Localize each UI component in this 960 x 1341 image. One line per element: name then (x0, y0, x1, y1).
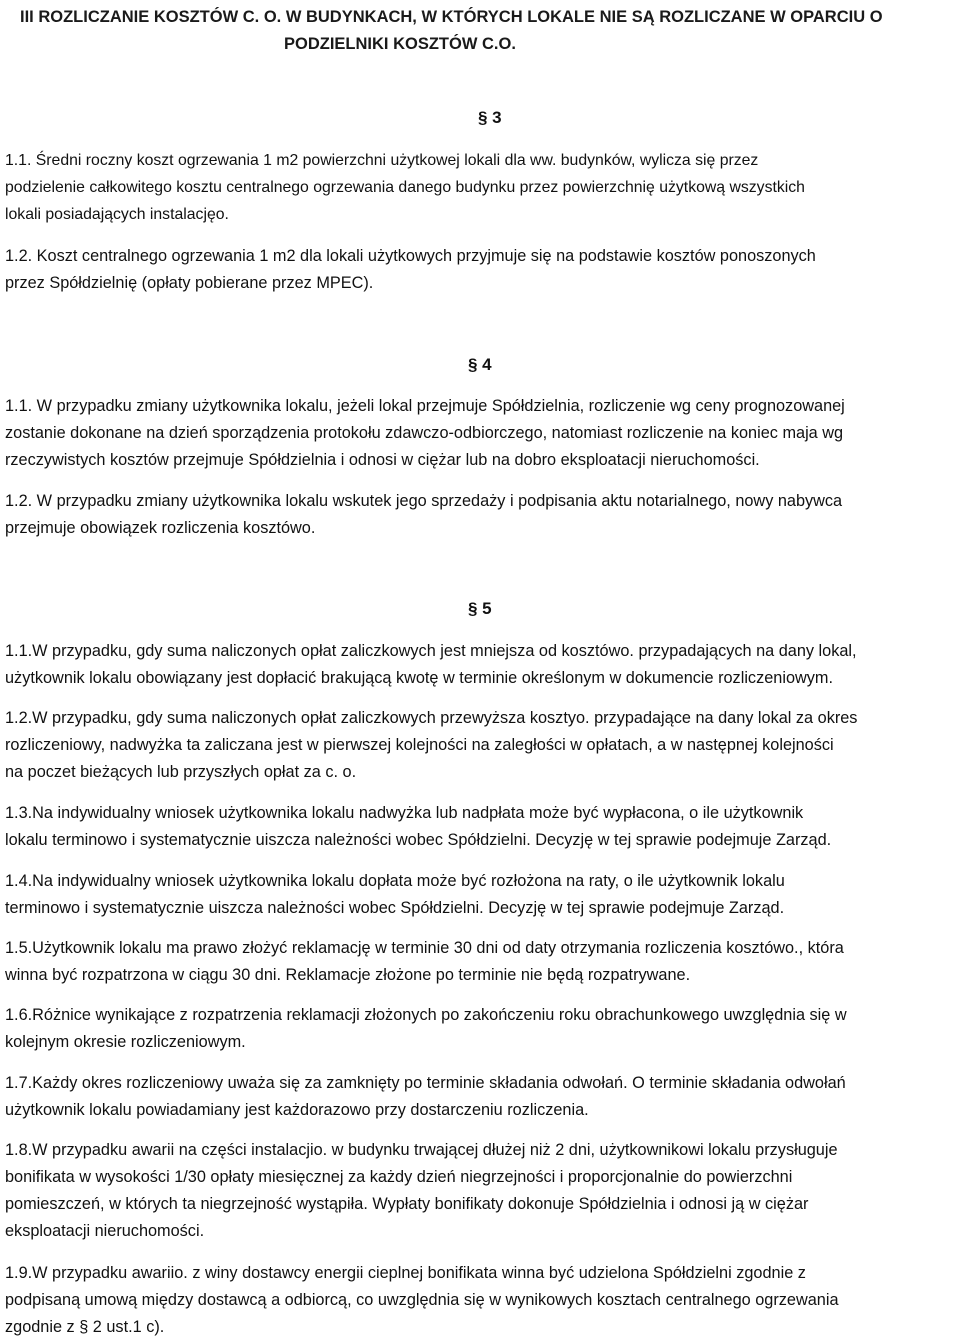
paragraph-5-4 (5, 868, 953, 922)
paragraph-5-5 (5, 935, 953, 989)
paragraph-5-8 (5, 1137, 953, 1245)
paragraph-line: 1.1. W przypadku zmiany użytkownika lokalu, jeżeli lokal przejmuje Spółdzielnia, rozliczenie wg ceny prognozowanej (5, 397, 845, 415)
paragraph-line: 1.8.W przypadku awarii na części instalacjio. w budynku trwającej dłużej niż 2 dni, użytkownikowi lokalu przysługuje (5, 1141, 838, 1159)
paragraph-line: przez Spółdzielnię (opłaty pobierane przez MPEC). (5, 274, 374, 292)
paragraph-line: podpisaną umową między dostawcą a odbiorcą, co uwzględnia się w wynikowych kosztach centralnego ogrzewania (5, 1291, 839, 1309)
paragraph-line: przejmuje obowiązek rozliczenia kosztówo. (5, 519, 316, 537)
paragraph-5-9 (5, 1260, 953, 1341)
paragraph-5-6 (5, 1002, 953, 1056)
paragraph-5-2 (5, 705, 953, 786)
paragraph-line: lokali posiadających instalacjęo. (5, 206, 229, 223)
paragraph-line: terminowo i systematycznie uiszcza należności wobec Spółdzielni. Decyzję w tej sprawie podejmuje Zarząd. (5, 899, 785, 917)
paragraph-line: bonifikata w wysokości 1/30 opłaty miesięcznej za każdy dzień niegrzejności i proporcjonalnie do powierzchni (5, 1168, 793, 1186)
section-4-label: § 4 (468, 355, 492, 374)
paragraph-line: rzeczywistych kosztów przejmuje Spółdzielnia i odnosi w ciężar lub na dobro eksploatacji nieruchomości. (5, 451, 760, 469)
paragraph-line: 1.1.W przypadku, gdy suma naliczonych opłat zaliczkowych jest mniejsza od kosztówo. przypadających na dany lokal, (5, 642, 857, 660)
paragraph-line: rozliczeniowy, nadwyżka ta zaliczana jest w pierwszej kolejności na zaległości w opłatach, a w następnej kolejności (5, 736, 834, 754)
paragraph-3-1 (5, 147, 953, 228)
paragraph-line: podzielenie całkowitego kosztu centralnego ogrzewania danego budynku przez powierzchnię użytkową wszystkich (5, 179, 805, 196)
section-3-label: § 3 (478, 108, 502, 127)
paragraph-4-1 (5, 393, 953, 474)
paragraph-line: winna być rozpatrzona w ciągu 30 dni. Reklamacje złożone po terminie nie będą rozpatrywane. (5, 966, 691, 984)
paragraph-line: 1.6.Różnice wynikające z rozpatrzenia reklamacji złożonych po zakończeniu roku obrachunkowego uwzględnia się w (5, 1006, 847, 1024)
paragraph-5-1 (5, 638, 953, 692)
paragraph-line: eksploatacji nieruchomości. (5, 1222, 205, 1240)
paragraph-line: 1.3.Na indywidualny wniosek użytkownika lokalu nadwyżka lub nadpłata może być wypłacona, o ile użytkownik (5, 804, 804, 822)
paragraph-line: 1.4.Na indywidualny wniosek użytkownika lokalu dopłata może być rozłożona na raty, o ile użytkownik lokalu (5, 872, 785, 890)
paragraph-line: kolejnym okresie rozliczeniowym. (5, 1033, 246, 1051)
paragraph-5-7 (5, 1070, 953, 1124)
paragraph-line: pomieszczeń, w których ta niegrzejność wystąpiła. Wypłaty bonifikaty dokonuje Spółdzielnia i odnosi ją w ciężar (5, 1195, 809, 1213)
document-heading (20, 4, 940, 58)
paragraph-line: 1.5.Użytkownik lokalu ma prawo złożyć reklamację w terminie 30 dni od daty otrzymania rozliczenia kosztówo., która (5, 939, 844, 957)
paragraph-line: 1.2.W przypadku, gdy suma naliczonych opłat zaliczkowych przewyższa kosztyo. przypadające na dany lokal za okres (5, 709, 858, 727)
paragraph-line: użytkownik lokalu powiadamiany jest każdorazowo przy dostarczeniu rozliczenia. (5, 1101, 589, 1119)
paragraph-line: zgodnie z § 2 ust.1 c). (5, 1318, 165, 1336)
paragraph-line: zostanie dokonane na dzień sporządzenia protokołu zdawczo-odbiorczego, natomiast rozliczenie na koniec maja wg (5, 424, 844, 442)
paragraph-line: 1.9.W przypadku awariio. z winy dostawcy energii cieplnej bonifikata winna być udzielona Spółdzielni zgodnie z (5, 1264, 806, 1282)
paragraph-line: 1.1. Średni roczny koszt ogrzewania 1 m2 powierzchni użytkowej lokali dla ww. budynków, wylicza się przez (5, 152, 759, 169)
paragraph-line: użytkownik lokalu obowiązany jest dopłacić brakującą kwotę w terminie określonym w dokumencie rozliczeniowym. (5, 669, 833, 687)
paragraph-line: 1.2. Koszt centralnego ogrzewania 1 m2 dla lokali użytkowych przyjmuje się na podstawie kosztów ponoszonych (5, 247, 816, 265)
paragraph-line: lokalu terminowo i systematycznie uiszcza należności wobec Spółdzielni. Decyzję w tej sprawie podejmuje Zarząd. (5, 831, 832, 849)
paragraph-line: 1.2. W przypadku zmiany użytkownika lokalu wskutek jego sprzedaży i podpisania aktu notarialnego, nowy nabywca (5, 492, 843, 510)
heading-line-2: PODZIELNIKI KOSZTÓW C.O. (284, 35, 516, 53)
section-5-label: § 5 (468, 599, 492, 618)
paragraph-4-2 (5, 488, 953, 542)
paragraph-line: 1.7.Każdy okres rozliczeniowy uważa się za zamknięty po terminie składania odwołań. O terminie składania odwołań (5, 1074, 846, 1092)
paragraph-3-2 (5, 243, 953, 297)
heading-line-1: III ROZLICZANIE KOSZTÓW C. O. W BUDYNKACH, W KTÓRYCH LOKALE NIE SĄ ROZLICZANE W OPARCIU O (20, 8, 883, 26)
paragraph-5-3 (5, 800, 953, 854)
paragraph-line: na poczet bieżących lub przyszłych opłat za c. o. (5, 763, 357, 781)
